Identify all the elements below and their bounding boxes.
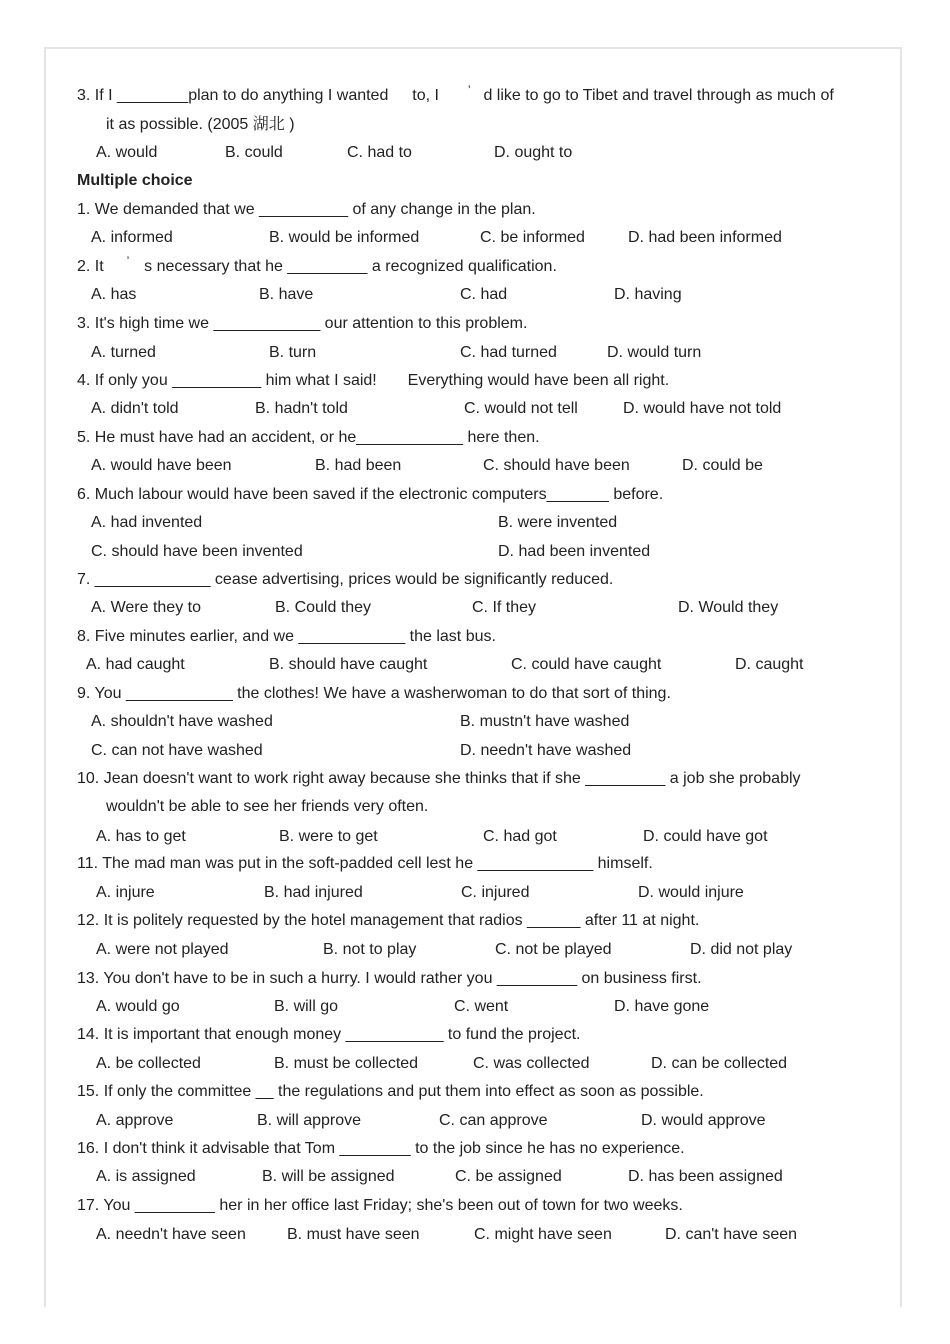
q7-option-d: D. Would they <box>678 599 779 616</box>
intro-option-c: C. had to <box>347 144 412 161</box>
q12-option-d: D. did not play <box>690 941 793 958</box>
question-5: 5. He must have had an accident, or he____________ here then. <box>77 429 540 446</box>
q13-option-d: D. have gone <box>614 998 710 1015</box>
q5-option-a: A. would have been <box>91 457 232 474</box>
q1-option-c: C. be informed <box>480 229 585 246</box>
q2-option-c: C. had <box>460 286 508 303</box>
q3-option-a: A. turned <box>91 344 156 361</box>
question-15: 15. If only the committee __ the regulations and put them into effect as soon as possible. <box>77 1083 704 1100</box>
question-13: 13. You don't have to be in such a hurry. I would rather you _________ on business first. <box>77 970 702 987</box>
q13-option-c: C. went <box>454 998 509 1015</box>
q12-option-b: B. not to play <box>323 941 417 958</box>
q4-option-d: D. would have not told <box>623 400 782 417</box>
q9-option-d: D. needn't have washed <box>460 742 632 759</box>
question-1: 1. We demanded that we __________ of any change in the plan. <box>77 201 536 218</box>
q11-option-d: D. would injure <box>638 884 744 901</box>
q11-option-a: A. injure <box>96 884 155 901</box>
q17-option-c: C. might have seen <box>474 1226 612 1243</box>
q1-option-a: A. informed <box>91 229 173 246</box>
q15-option-d: D. would approve <box>641 1112 766 1129</box>
question-2: 2. It ’ s necessary that he _________ a recognized qualification. <box>77 254 557 275</box>
q8-option-d: D. caught <box>735 656 804 673</box>
q17-option-a: A. needn't have seen <box>96 1226 246 1243</box>
q4-option-b: B. hadn't told <box>255 400 348 417</box>
q8-option-b: B. should have caught <box>269 656 428 673</box>
question-6: 6. Much labour would have been saved if the electronic computers_______ before. <box>77 486 664 503</box>
q14-option-a: A. be collected <box>96 1055 201 1072</box>
q16-option-c: C. be assigned <box>455 1168 562 1185</box>
q3-option-b: B. turn <box>269 344 317 361</box>
q7-option-a: A. Were they to <box>91 599 201 616</box>
q12-option-c: C. not be played <box>495 941 612 958</box>
q10-option-d: D. could have got <box>643 828 768 845</box>
intro-option-b: B. could <box>225 144 283 161</box>
q15-option-a: A. approve <box>96 1112 174 1129</box>
question-10-cont: wouldn't be able to see her friends very often. <box>106 798 429 815</box>
q16-option-d: D. has been assigned <box>628 1168 783 1185</box>
q6-option-a: A. had invented <box>91 514 203 531</box>
question-4: 4. If only you __________ him what I said! Everything would have been all right. <box>77 372 670 389</box>
q2-option-d: D. having <box>614 286 682 303</box>
q16-option-b: B. will be assigned <box>262 1168 395 1185</box>
q10-option-a: A. has to get <box>96 828 186 845</box>
q9-option-c: C. can not have washed <box>91 742 263 759</box>
q3-option-c: C. had turned <box>460 344 557 361</box>
question-14: 14. It is important that enough money ___________ to fund the project. <box>77 1026 581 1043</box>
q8-option-a: A. had caught <box>86 656 185 673</box>
question-16: 16. I don't think it advisable that Tom ________ to the job since he has no experience. <box>77 1140 685 1157</box>
question-11: 11. The mad man was put in the soft-padded cell lest he _____________ himself. <box>77 855 653 872</box>
q5-option-d: D. could be <box>682 457 763 474</box>
q8-option-c: C. could have caught <box>511 656 662 673</box>
q2-option-a: A. has <box>91 286 137 303</box>
question-3: 3. It's high time we ____________ our attention to this problem. <box>77 315 528 332</box>
intro-option-a: A. would <box>96 144 158 161</box>
q15-option-c: C. can approve <box>439 1112 548 1129</box>
q11-option-c: C. injured <box>461 884 530 901</box>
q15-option-b: B. will approve <box>257 1112 362 1129</box>
q13-option-a: A. would go <box>96 998 180 1015</box>
q9-option-a: A. shouldn't have washed <box>91 713 273 730</box>
q6-option-d: D. had been invented <box>498 543 651 560</box>
q13-option-b: B. will go <box>274 998 339 1015</box>
q10-option-b: B. were to get <box>279 828 378 845</box>
q6-option-b: B. were invented <box>498 514 618 531</box>
intro-option-d: D. ought to <box>494 144 573 161</box>
q1-option-b: B. would be informed <box>269 229 420 246</box>
intro-question: 3. If I ________plan to do anything I wanted to, I ’ d like to go to Tibet and travel through as much of <box>77 83 834 104</box>
q1-option-d: D. had been informed <box>628 229 782 246</box>
q10-option-c: C. had got <box>483 828 557 845</box>
q3-option-d: D. would turn <box>607 344 702 361</box>
q7-option-c: C. If they <box>472 599 537 616</box>
question-8: 8. Five minutes earlier, and we ____________ the last bus. <box>77 628 496 645</box>
q16-option-a: A. is assigned <box>96 1168 196 1185</box>
question-9: 9. You ____________ the clothes! We have a washerwoman to do that sort of thing. <box>77 685 671 702</box>
q12-option-a: A. were not played <box>96 941 229 958</box>
q14-option-d: D. can be collected <box>651 1055 788 1072</box>
q2-option-b: B. have <box>259 286 314 303</box>
q4-option-c: C. would not tell <box>464 400 578 417</box>
q17-option-d: D. can't have seen <box>665 1226 798 1243</box>
q14-option-b: B. must be collected <box>274 1055 419 1072</box>
intro-question-cont: it as possible. (2005 湖北 ) <box>106 116 295 133</box>
q11-option-b: B. had injured <box>264 884 363 901</box>
question-12: 12. It is politely requested by the hotel management that radios ______ after 11 at night. <box>77 912 700 929</box>
question-17: 17. You _________ her in her office last Friday; she's been out of town for two weeks. <box>77 1197 683 1214</box>
q5-option-c: C. should have been <box>483 457 630 474</box>
q5-option-b: B. had been <box>315 457 402 474</box>
q4-option-a: A. didn't told <box>91 400 179 417</box>
q17-option-b: B. must have seen <box>287 1226 420 1243</box>
q7-option-b: B. Could they <box>275 599 372 616</box>
q9-option-b: B. mustn't have washed <box>460 713 630 730</box>
question-10: 10. Jean doesn't want to work right away because she thinks that if she _________ a job she probably <box>77 770 801 787</box>
q14-option-c: C. was collected <box>473 1055 590 1072</box>
q6-option-c: C. should have been invented <box>91 543 303 560</box>
section-title: Multiple choice <box>77 172 193 189</box>
question-7: 7. _____________ cease advertising, prices would be significantly reduced. <box>77 571 614 588</box>
